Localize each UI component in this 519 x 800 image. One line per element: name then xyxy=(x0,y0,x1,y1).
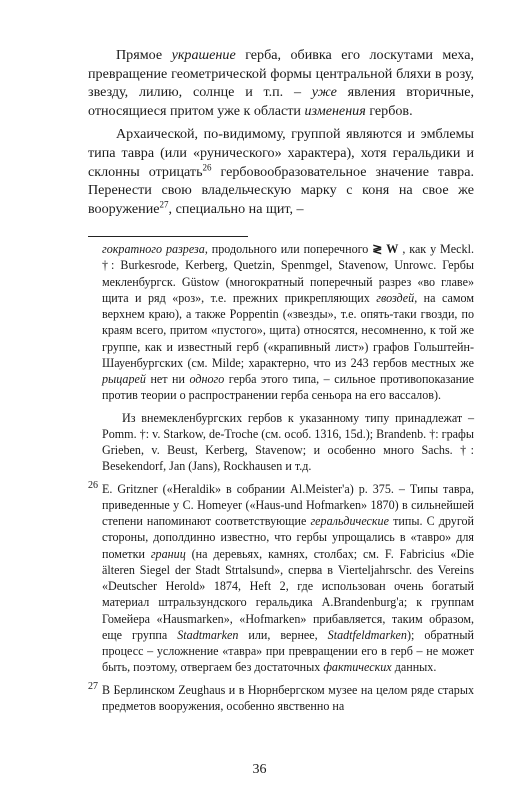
text-run: ); обратный процесс – усложнение «тавра» при превращении его в герб – не может быть, поэтому, отвергаем без достаточных xyxy=(102,627,474,675)
text-run: или, вернее, xyxy=(238,627,328,642)
text-run: , как у Meckl. †: Burkesrode, Kerberg, Quetzin, Spenmgel, Stavenow, Unrowc. Гербы мекленбургск. Güstow (многократный поперечный разрез «во главе» щита и ряд «роз», т.е. прежних прикрепляющих xyxy=(102,242,474,305)
footnote-ref: 26 xyxy=(202,161,212,172)
text-run: уже xyxy=(311,84,337,101)
text-run: геральдические xyxy=(310,514,389,528)
page-number: 36 xyxy=(252,762,267,777)
text-run: ≷ W xyxy=(372,242,399,256)
text-run: , продольного или поперечного xyxy=(204,242,373,256)
footnote-27 xyxy=(88,682,474,715)
text-run: фактических xyxy=(323,660,392,675)
text-run: , на самом верхнем краю), а также Poppentin («звезды», т.е. опять-таки гвозди, по краям всего, притом «пустого», щита) относятся, несомненно, к той же группе, как и известный герб («крапивный лист») графов Гольштейн-Шауенбургских (см. Milde; характерно, что из 243 гербов местных же xyxy=(102,290,474,370)
text-run: Прямое xyxy=(116,47,172,63)
footnote-text xyxy=(102,482,474,675)
text-run: явления вторичные, относящиеся притом уже к области xyxy=(88,84,474,119)
paragraph-ornamentation xyxy=(88,46,474,120)
text-run: E. Gritzner («Heraldik» в собрании Al.Meister'a) p. 375. – Типы тавра, приведенные у С. Homeyer («Haus-und Hofmarken» 1870) в сильнейшей степени напоминают соответствующие xyxy=(102,481,474,528)
footnote-separator xyxy=(88,236,248,237)
text-run: герба этого типа, – сильное противопоказание против теории о распространении герба сеньора на его вассалов). xyxy=(102,372,474,403)
text-run: гербов. xyxy=(365,102,413,119)
main-text xyxy=(88,46,474,218)
text-run: типы. С другой стороны, дополдинно известно, что гербы упрощались в «тавро» для пометки xyxy=(102,514,475,561)
text-run: Stadtmarken xyxy=(177,627,239,642)
text-run: (на деревьях, камнях, столбах; см. F. Fabricius «Die älteren Siegel der Stadt Strtalsund», сперва в Vierteljahrschr. des Vereins «Deutscher Herold» 1874, Heft 2, где использован очень богатый материал штральзундского геральдика A.Brandenburg'a; к группам Гомейера «Hausmarken», «Hofmarken» прибавляется, таким образом, еще группа xyxy=(102,546,475,642)
text-run: Из внемекленбургских гербов к указанному типу принадлежат – Pomm. †: v. Starkow, de-Troche (см. особ. 1316, 15d.); Brandenb. †: графы Grieben, v. Beust, Kerberg, Stavenow; и особенно много Sachs. †: Besekendorf, Jan (Jans), Rockhausen и т.д. xyxy=(102,410,474,474)
text-run: гократного разреза xyxy=(102,242,205,256)
text-run: одного xyxy=(189,372,225,386)
text-run: границ xyxy=(150,546,186,561)
text-run: гербовообразовательное значение тавра. Перенести свою владельческую марку с коня на свое же вооружение xyxy=(88,163,474,217)
text-run: изменения xyxy=(304,102,366,119)
footnotes xyxy=(88,241,474,714)
text-run: Архаической, по-видимому, группой являются и эмблемы типа тавра (или «рунического» характера), хотя геральдики и склонны отрицать xyxy=(88,126,474,180)
text-run: данных. xyxy=(391,660,437,675)
footnote-number: 27 xyxy=(88,680,98,692)
text-run: , специально на щит, – xyxy=(168,200,304,217)
footnote-26 xyxy=(88,481,474,676)
text-run: рыцарей xyxy=(102,372,146,386)
text-run: герба, обивка его лоскутами меха, превращение геометрической формы центральной бляхи в розу, звезду, лилию, солнце и т.п. – xyxy=(88,47,475,101)
text-run: нет ни xyxy=(145,372,190,386)
paragraph-tamga-emblems xyxy=(88,125,474,218)
footnote-continuation-2 xyxy=(88,410,474,475)
text-run: украшение xyxy=(171,47,236,63)
text-run: В Берлинском Zeughaus и в Нюрнбергском музее на целом ряде старых предметов вооружения, особенно явственно на xyxy=(102,682,474,713)
footnote-number: 26 xyxy=(88,479,98,491)
footnote-text xyxy=(102,683,474,713)
footnote-ref: 27 xyxy=(159,199,169,210)
footnote-continuation xyxy=(88,241,474,404)
text-run: гвоздей xyxy=(376,290,415,305)
text-run: Stadtfeldmarken xyxy=(327,627,407,642)
